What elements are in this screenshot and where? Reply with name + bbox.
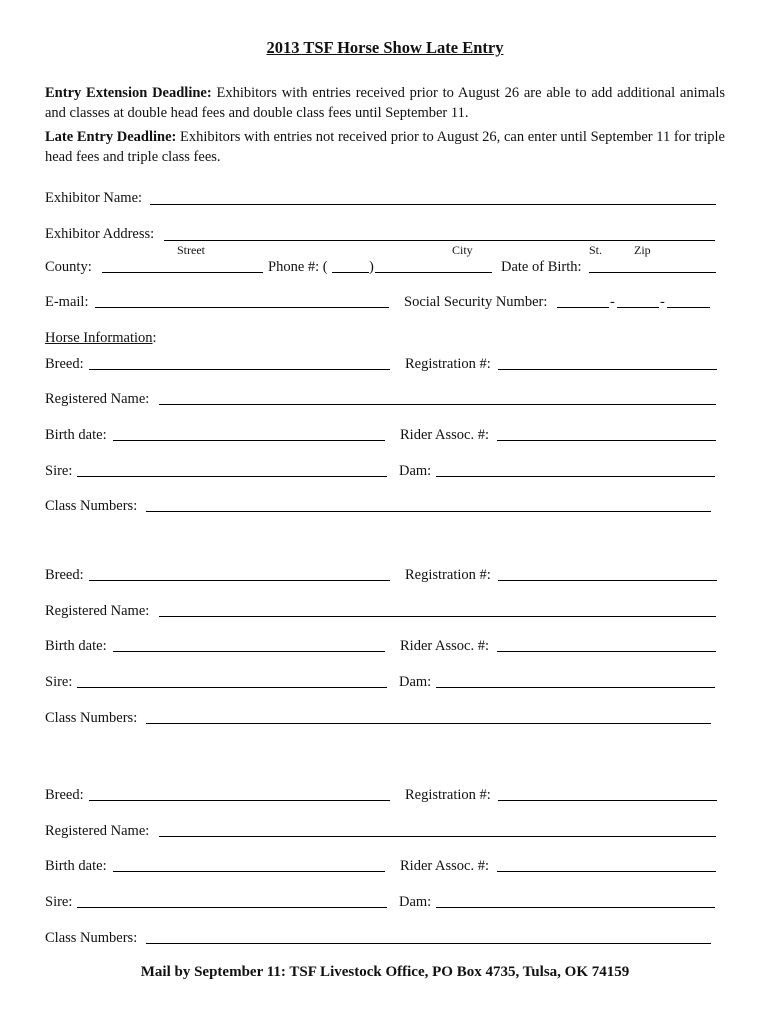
dam-label: Dam: [399,674,432,690]
registration-field[interactable] [498,580,717,581]
rider-assoc-field[interactable] [497,651,716,652]
mailing-instructions: Mail by September 11: TSF Livestock Office, PO Box 4735, Tulsa, OK 74159 [140,964,630,980]
street-caption: Street [177,243,205,257]
entry-extension-label: Entry Extension Deadline: [45,85,212,101]
sire-label: Sire: [45,894,73,910]
phone-number-field[interactable] [375,272,492,273]
exhibitor-name-label: Exhibitor Name: [45,190,143,206]
entry-extension-text: Exhibitors with entries received prior to August 26 are able to add additional animals and classes at double head fees and double class fees until September 11. [45,85,725,121]
class-numbers-field[interactable] [146,511,711,512]
rider-assoc-label: Rider Assoc. #: [400,858,490,874]
dam-field[interactable] [436,907,715,908]
exhibitor-address-field[interactable] [164,240,715,241]
county-field[interactable] [102,272,263,273]
class-numbers-field[interactable] [146,723,711,724]
phone-paren: ) [369,259,374,275]
form-title: 2013 TSF Horse Show Late Entry [266,38,504,57]
horse-information-heading-text: Horse Information [45,330,153,346]
class-numbers-label: Class Numbers: [45,930,138,946]
phone-label: Phone #: ( [268,259,328,275]
email-field[interactable] [95,307,389,308]
breed-label: Breed: [45,356,84,372]
registered-name-field[interactable] [159,836,716,837]
registered-name-label: Registered Name: [45,603,150,619]
city-caption: City [452,243,473,257]
birth-date-field[interactable] [113,651,385,652]
rider-assoc-field[interactable] [497,440,716,441]
registration-label: Registration #: [405,567,491,583]
birth-date-label: Birth date: [45,638,107,654]
ssn-part1-field[interactable] [557,307,609,308]
registered-name-field[interactable] [159,404,716,405]
registered-name-label: Registered Name: [45,823,150,839]
dam-field[interactable] [436,476,715,477]
registration-label: Registration #: [405,356,491,372]
class-numbers-label: Class Numbers: [45,498,138,514]
dam-label: Dam: [399,894,432,910]
exhibitor-address-label: Exhibitor Address: [45,226,155,242]
ssn-dash-2: - [660,294,665,310]
rider-assoc-label: Rider Assoc. #: [400,638,490,654]
ssn-label: Social Security Number: [404,294,548,310]
registration-field[interactable] [498,800,717,801]
zip-caption: Zip [634,243,651,257]
registration-label: Registration #: [405,787,491,803]
breed-label: Breed: [45,787,84,803]
sire-label: Sire: [45,674,73,690]
sire-field[interactable] [77,476,387,477]
dam-field[interactable] [436,687,715,688]
horse-information-heading [45,330,157,347]
county-label: County: [45,259,92,275]
rider-assoc-field[interactable] [497,871,716,872]
exhibitor-name-field[interactable] [150,204,716,205]
breed-field[interactable] [89,800,390,801]
late-entry-label: Late Entry Deadline: [45,129,177,145]
sire-field[interactable] [77,687,387,688]
entry-extension-paragraph [45,83,725,123]
ssn-part3-field[interactable] [667,307,710,308]
class-numbers-label: Class Numbers: [45,710,138,726]
breed-field[interactable] [89,580,390,581]
registration-field[interactable] [498,369,717,370]
sire-field[interactable] [77,907,387,908]
email-label: E-mail: [45,294,89,310]
registered-name-field[interactable] [159,616,716,617]
breed-field[interactable] [89,369,390,370]
phone-area-code-field[interactable] [332,272,369,273]
date-of-birth-label: Date of Birth: [501,259,582,275]
breed-label: Breed: [45,567,84,583]
ssn-part2-field[interactable] [617,307,659,308]
ssn-dash-1: - [610,294,615,310]
birth-date-field[interactable] [113,871,385,872]
late-entry-paragraph [45,127,725,167]
birth-date-field[interactable] [113,440,385,441]
registered-name-label: Registered Name: [45,391,150,407]
class-numbers-field[interactable] [146,943,711,944]
birth-date-label: Birth date: [45,858,107,874]
horse-information-colon: : [152,330,157,346]
rider-assoc-label: Rider Assoc. #: [400,427,490,443]
sire-label: Sire: [45,463,73,479]
birth-date-label: Birth date: [45,427,107,443]
late-entry-text: Exhibitors with entries not received prior to August 26, can enter until September 11 for triple head fees and triple class fees. [45,129,725,165]
date-of-birth-field[interactable] [589,272,716,273]
dam-label: Dam: [399,463,432,479]
state-caption: St. [589,243,603,257]
